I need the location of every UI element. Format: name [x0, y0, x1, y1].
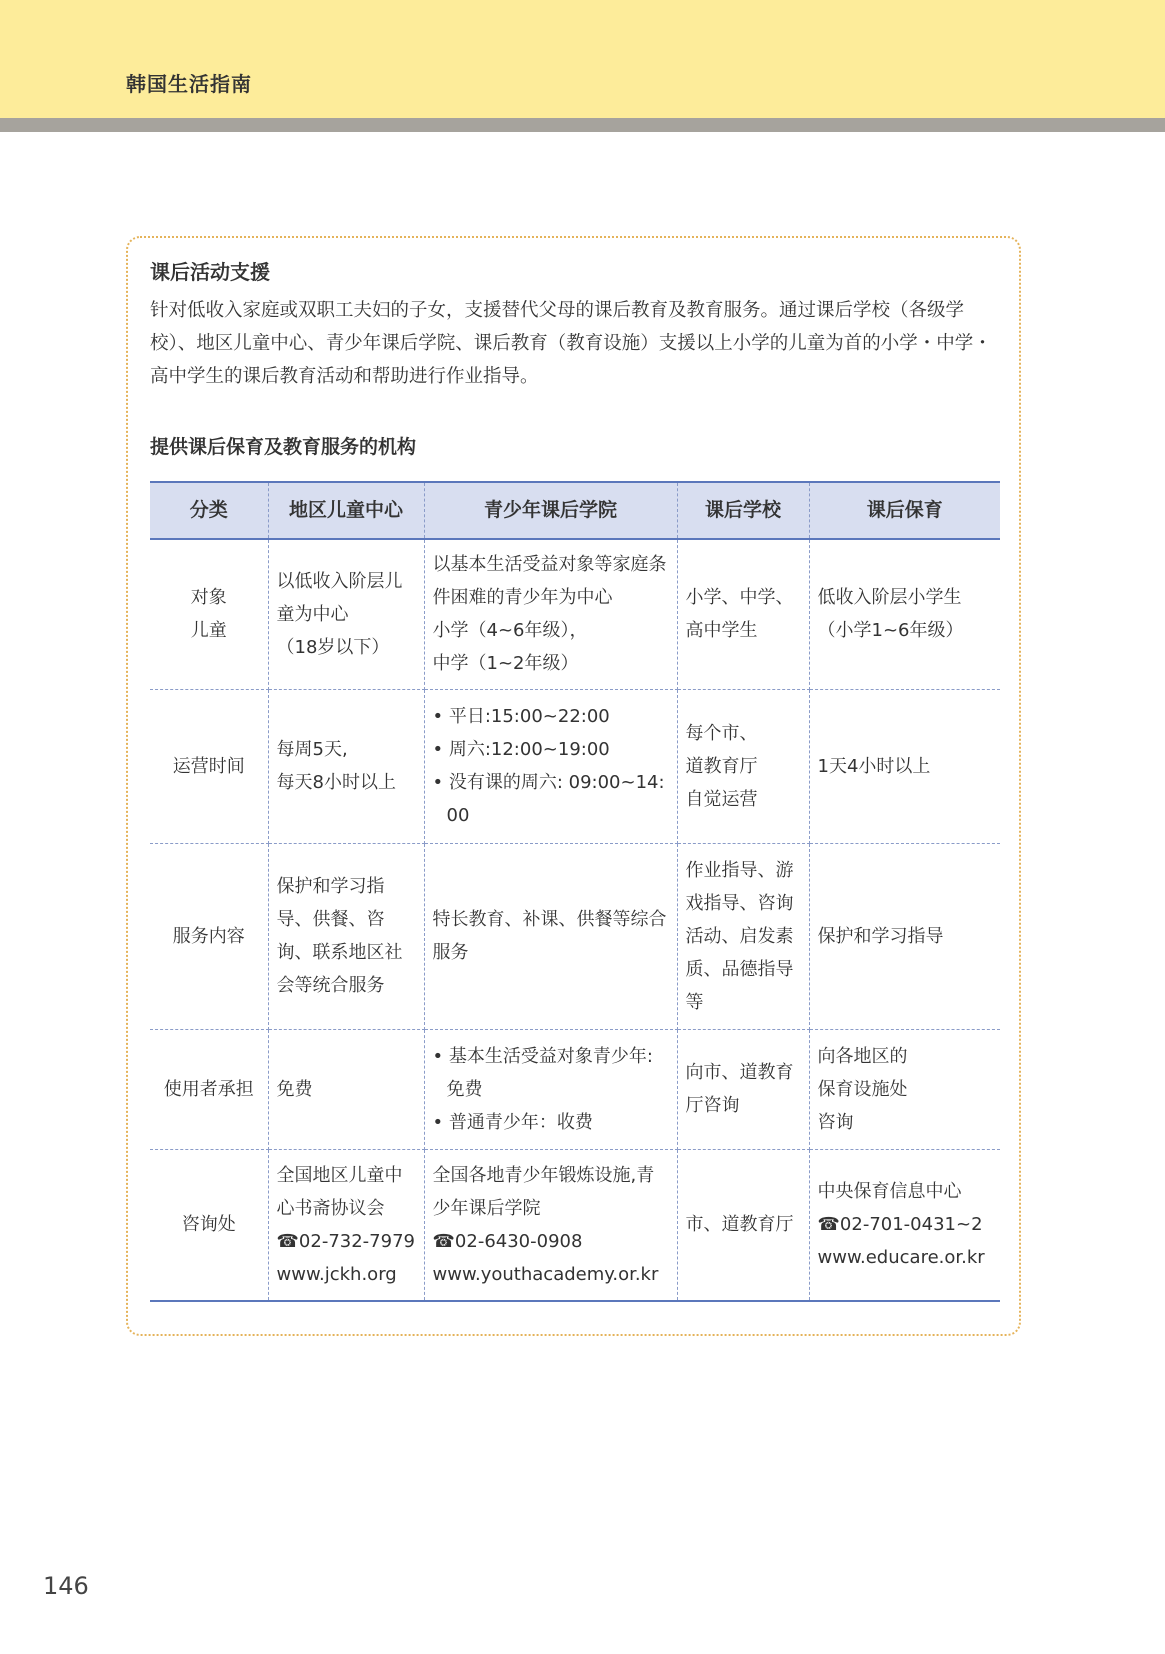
- table-cell: 保护和学习指导、供餐、咨询、联系地区社会等统合服务: [268, 843, 424, 1029]
- website-url: www.youthacademy.or.kr: [432, 1263, 659, 1285]
- phone-number: ☎02-6430-0908: [432, 1230, 583, 1252]
- table-cell: 1天4小时以上: [809, 689, 1000, 843]
- header-community-center: 地区儿童中心: [268, 482, 424, 539]
- table-cell: 中央保育信息中心 ☎02-701-0431~2 www.educare.or.kr: [809, 1149, 1000, 1301]
- row-label: 使用者承担: [150, 1029, 268, 1149]
- header-band: [0, 0, 1165, 118]
- table-cell: [424, 1029, 677, 1149]
- table-cell: 保护和学习指导: [809, 843, 1000, 1029]
- table-cell: 低收入阶层小学生 （小学1~6年级）: [809, 539, 1000, 689]
- table-cell: 特长教育、补课、供餐等综合服务: [424, 843, 677, 1029]
- table-cell: 每周5天, 每天8小时以上: [268, 689, 424, 843]
- table-cell: [424, 689, 677, 843]
- bullet-item: • 平日:15:00~22:00: [432, 706, 610, 727]
- row-label: 对象 儿童: [150, 539, 268, 689]
- bullet-item: • 周六:12:00~19:00: [432, 739, 610, 760]
- website-url: www.educare.or.kr: [817, 1247, 985, 1269]
- bullet-item: • 没有课的周六: 09:00~14:00: [432, 772, 665, 826]
- header-category: 分类: [150, 482, 268, 539]
- row-label: 服务内容: [150, 843, 268, 1029]
- table-header-row: [150, 482, 1000, 539]
- header-after-school: 课后学校: [677, 482, 809, 539]
- header-after-care: 课后保育: [809, 482, 1000, 539]
- table-cell: 每个市、 道教育厅 自觉运营: [677, 689, 809, 843]
- page-number: 146: [43, 1572, 89, 1600]
- table-cell: 全国各地青少年锻炼设施,青少年课后学院 ☎02-6430-0908 www.youthacademy.or.kr: [424, 1149, 677, 1301]
- table-row: [150, 539, 1000, 689]
- table-cell: 向各地区的 保育设施处 咨询: [809, 1029, 1000, 1149]
- table-cell: 向市、道教育厅咨询: [677, 1029, 809, 1149]
- table-cell: 以低收入阶层儿童为中心 （18岁以下）: [268, 539, 424, 689]
- phone-number: ☎02-732-7979: [276, 1230, 415, 1252]
- table-row: [150, 689, 1000, 843]
- header-youth-academy: 青少年课后学院: [424, 482, 677, 539]
- bullet-item: • 普通青少年：收费: [432, 1111, 593, 1133]
- table-row: [150, 1149, 1000, 1301]
- intro-paragraph: 针对低收入家庭或双职工夫妇的子女，支援替代父母的课后教育及教育服务。通过课后学校（各级学校）、地区儿童中心、青少年课后学院、课后教育（教育设施）支援以上小学的儿童为首的小学・中学・高中学生的课后教育活动和帮助进行作业指导。: [150, 300, 992, 387]
- section-heading: 课后活动支援: [150, 260, 270, 284]
- table-cell: 市、道教育厅: [677, 1149, 809, 1301]
- table-cell: 以基本生活受益对象等家庭条件困难的青少年为中心 小学（4~6年级）， 中学（1~2年级）: [424, 539, 677, 689]
- bullet-item: • 基本生活受益对象青少年: 免费: [432, 1045, 653, 1100]
- table-row: [150, 843, 1000, 1029]
- table-row: [150, 1029, 1000, 1149]
- table-cell: 小学、中学、高中学生: [677, 539, 809, 689]
- table-caption: 提供课后保育及教育服务的机构: [150, 436, 417, 458]
- website-url: www.jckh.org: [276, 1263, 397, 1285]
- phone-number: ☎02-701-0431~2: [817, 1214, 983, 1236]
- running-header-title: 韩国生活指南: [126, 72, 252, 96]
- row-label: 咨询处: [150, 1149, 268, 1301]
- header-divider: [0, 118, 1165, 132]
- service-table: [150, 481, 1000, 1302]
- row-label: 运营时间: [150, 689, 268, 843]
- table-cell: 作业指导、游戏指导、咨询活动、启发素质、品德指导等: [677, 843, 809, 1029]
- table-cell: 免费: [268, 1029, 424, 1149]
- table-cell: 全国地区儿童中心书斋协议会 ☎02-732-7979 www.jckh.org: [268, 1149, 424, 1301]
